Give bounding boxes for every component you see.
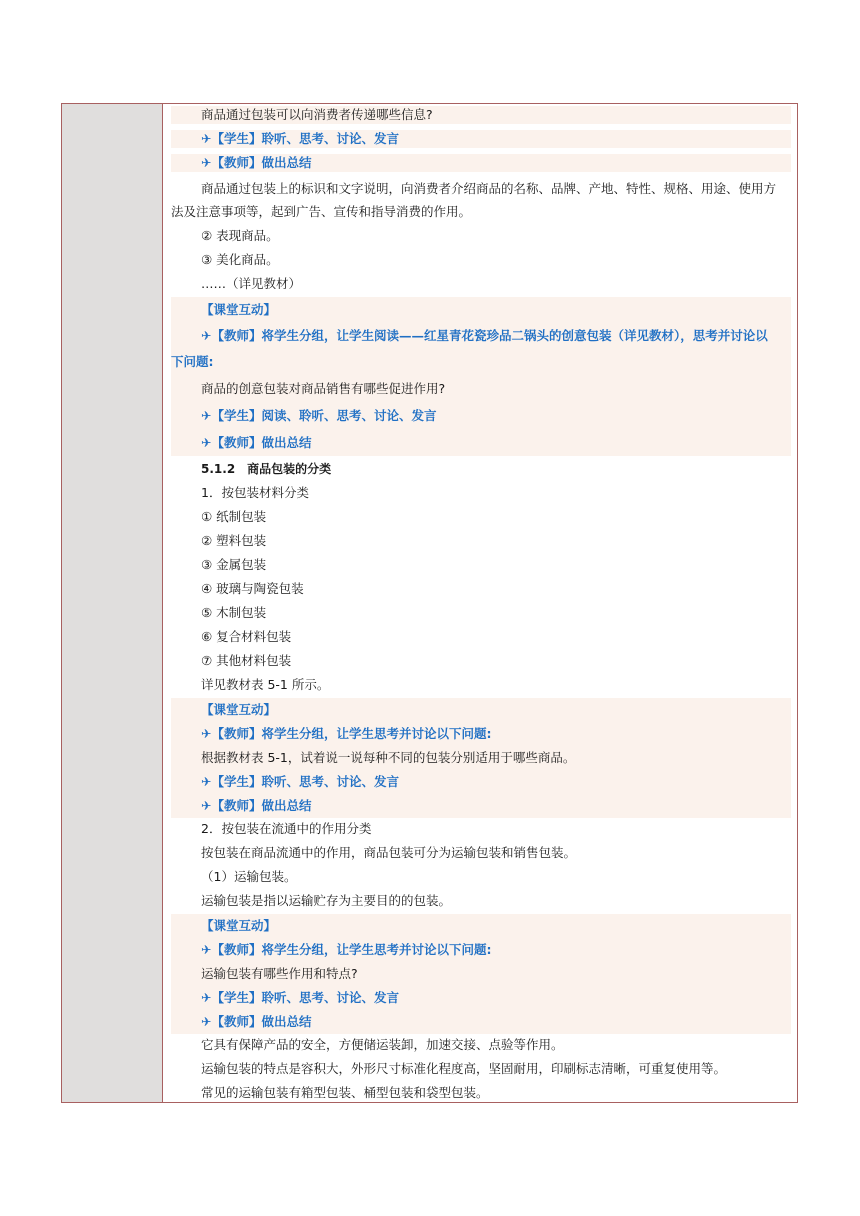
student-activity: ✈【学生】聆听、思考、讨论、发言	[171, 986, 791, 1010]
student-activity: ✈【学生】聆听、思考、讨论、发言	[171, 770, 791, 794]
text-line: 常见的运输包装有箱型包装、桶型包装和袋型包装。	[201, 1085, 489, 1100]
list-item: ③ 金属包装	[201, 557, 267, 572]
teacher-instruction: ✈【教师】将学生分组，让学生阅读——红星青花瓷珍品二锅头的创意包装（详见教材），思考并讨论以	[171, 323, 791, 349]
student-activity: ✈【学生】聆听、思考、讨论、发言	[171, 130, 791, 148]
student-activity: ✈【学生】阅读、聆听、思考、讨论、发言	[171, 402, 791, 429]
classroom-interaction-label: 【课堂互动】	[171, 297, 791, 323]
text-line: 法及注意事项等，起到广告、宣传和指导消费的作用。	[171, 204, 472, 219]
text-line: 按包装在商品流通中的作用，商品包装可分为运输包装和销售包装。	[201, 845, 577, 860]
list-item: ⑦ 其他材料包装	[201, 653, 292, 668]
list-item: ④ 玻璃与陶瓷包装	[201, 581, 304, 596]
teacher-summary: ✈【教师】做出总结	[171, 1010, 791, 1034]
teacher-summary: ✈【教师】做出总结	[171, 154, 791, 172]
list-item: ⑥ 复合材料包装	[201, 629, 292, 644]
classroom-interaction-label: 【课堂互动】	[171, 698, 791, 722]
text-line: 详见教材表 5-1 所示。	[201, 677, 330, 692]
teacher-instruction: ✈【教师】将学生分组，让学生思考并讨论以下问题:	[171, 938, 791, 962]
section-heading: 5.1.2 商品包装的分类	[201, 462, 332, 476]
text-line: ……（详见教材）	[201, 276, 302, 291]
teacher-summary: ✈【教师】做出总结	[171, 429, 791, 456]
list-item: ③ 美化商品。	[201, 252, 279, 267]
teacher-summary: ✈【教师】做出总结	[171, 794, 791, 818]
text-line: 运输包装的特点是容积大，外形尺寸标准化程度高，坚固耐用，印刷标志清晰，可重复使用等。	[201, 1061, 727, 1076]
text-line: 商品通过包装可以向消费者传递哪些信息?	[171, 106, 791, 124]
list-item: ② 表现商品。	[201, 228, 279, 243]
teacher-instruction: 下问题:	[171, 349, 791, 375]
left-column	[62, 104, 163, 1102]
text-line: 商品的创意包装对商品销售有哪些促进作用?	[171, 375, 791, 402]
lesson-table	[61, 103, 798, 1103]
text-line: 商品通过包装上的标识和文字说明，向消费者介绍商品的名称、品牌、产地、特性、规格、用途、使用方	[201, 181, 777, 196]
text-line: 运输包装有哪些作用和特点?	[171, 962, 791, 986]
text-line: （1）运输包装。	[201, 869, 297, 884]
subsection-title: 1．按包装材料分类	[201, 485, 309, 500]
teacher-instruction: ✈【教师】将学生分组，让学生思考并讨论以下问题:	[171, 722, 791, 746]
classroom-interaction-label: 【课堂互动】	[171, 914, 791, 938]
text-line: 它具有保障产品的安全，方便储运装卸，加速交接、点验等作用。	[201, 1037, 564, 1052]
list-item: ⑤ 木制包装	[201, 605, 267, 620]
text-line: 根据教材表 5-1，试着说一说每种不同的包装分别适用于哪些商品。	[171, 746, 791, 770]
list-item: ② 塑料包装	[201, 533, 267, 548]
text-line: 运输包装是指以运输贮存为主要目的的包装。	[201, 893, 452, 908]
subsection-title: 2．按包装在流通中的作用分类	[201, 821, 372, 836]
list-item: ① 纸制包装	[201, 509, 267, 524]
content-column	[165, 104, 797, 1102]
